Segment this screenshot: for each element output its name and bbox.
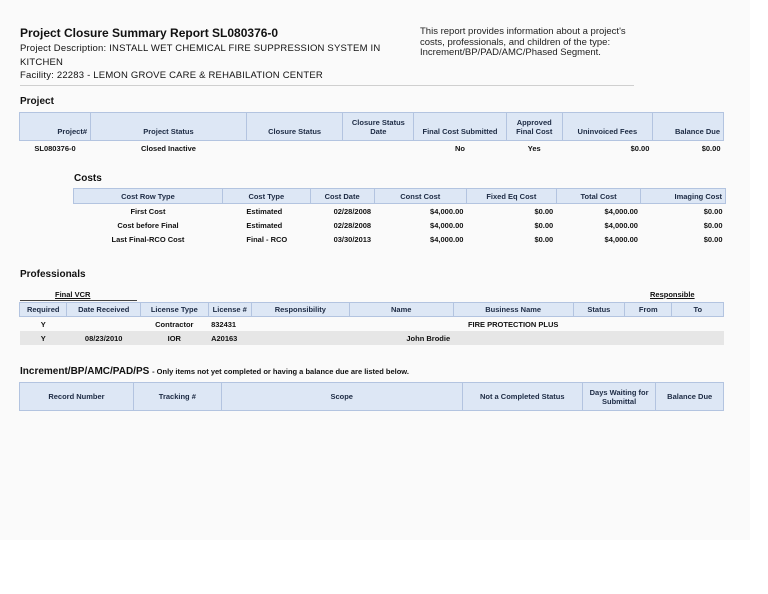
- cost-type-cell: Estimated: [246, 206, 283, 216]
- col-total-cost: Total Cost: [556, 189, 641, 204]
- project-row: [20, 141, 724, 156]
- increment-table: [19, 382, 724, 411]
- cost-row: [74, 204, 726, 219]
- license-type-cell: IOR: [141, 331, 209, 345]
- col-uninvoiced-fees: Uninvoiced Fees: [562, 113, 652, 141]
- fixed-eq-cost-cell: $0.00: [534, 234, 554, 244]
- col-scope: Scope: [221, 383, 462, 411]
- col-approved-final-cost: Approved Final Cost: [506, 113, 562, 141]
- project-description: Project Description: INSTALL WET CHEMICAL FIRE SUPPRESSION SYSTEM IN KITCHEN: [20, 43, 381, 68]
- cost-row-type-cell: Cost before Final: [117, 220, 179, 230]
- required-cell: Y: [40, 319, 46, 329]
- date-received-cell: [67, 317, 141, 332]
- total-cost-cell: $4,000.00: [604, 220, 638, 230]
- professional-row: [20, 317, 724, 332]
- fixed-eq-cost-cell: $0.00: [534, 220, 554, 230]
- col-tracking-number: Tracking #: [133, 383, 221, 411]
- name-cell: John Brodie: [349, 331, 453, 345]
- imaging-cost-cell: $0.00: [703, 220, 723, 230]
- license-number-cell: 832431: [211, 319, 237, 329]
- col-date-received: Date Received: [67, 303, 141, 317]
- to-cell: [672, 317, 724, 332]
- imaging-cost-cell: $0.00: [703, 234, 723, 244]
- facility-line: Facility: 22283 - LEMON GROVE CARE & REHABILATION CENTER: [20, 70, 323, 81]
- col-cost-type: Cost Type: [222, 189, 310, 204]
- col-license-number: License #: [208, 303, 251, 317]
- status-cell: [573, 331, 624, 345]
- col-cost-date: Cost Date: [310, 189, 374, 204]
- status-cell: [573, 317, 624, 332]
- final-vcr-underline: [20, 300, 137, 301]
- responsibility-cell: [251, 317, 349, 332]
- col-closure-status: Closure Status: [246, 113, 342, 141]
- col-days-waiting: Days Waiting for Submittal: [582, 383, 656, 411]
- col-project-status: Project Status: [91, 113, 247, 141]
- project-section-heading: Project: [20, 96, 54, 107]
- project-header-row: [20, 113, 724, 141]
- col-cost-row-type: Cost Row Type: [74, 189, 223, 204]
- increment-heading-text: Increment/BP/AMC/PAD/PS: [20, 366, 150, 377]
- closure-status-cell: [246, 141, 342, 156]
- cost-date-cell: 03/30/2013: [333, 234, 372, 244]
- header-divider: [20, 85, 634, 86]
- col-name: Name: [349, 303, 453, 317]
- col-closure-status-date: Closure Status Date: [343, 113, 414, 141]
- fixed-eq-cost-cell: $0.00: [534, 206, 554, 216]
- final-cost-submitted-cell: No: [454, 143, 465, 153]
- total-cost-cell: $4,000.00: [604, 234, 638, 244]
- col-imaging-cost: Imaging Cost: [641, 189, 726, 204]
- costs-header-row: [74, 189, 726, 204]
- const-cost-cell: $4,000.00: [430, 206, 464, 216]
- col-project-number: Project#: [20, 113, 91, 141]
- col-not-completed-status: Not a Completed Status: [462, 383, 582, 411]
- cost-date-cell: 02/28/2008: [333, 206, 372, 216]
- business-name-cell: FIRE PROTECTION PLUS: [467, 319, 559, 329]
- col-business-name: Business Name: [453, 303, 573, 317]
- responsible-group-label: Responsible: [650, 290, 695, 299]
- professionals-table: [19, 302, 724, 345]
- project-table: [19, 112, 724, 155]
- col-const-cost: Const Cost: [374, 189, 466, 204]
- col-final-cost-submitted: Final Cost Submitted: [414, 113, 506, 141]
- col-balance-due: Balance Due: [652, 113, 723, 141]
- const-cost-cell: $4,000.00: [430, 234, 464, 244]
- business-name-cell: [453, 331, 573, 345]
- imaging-cost-cell: $0.00: [703, 206, 723, 216]
- project-number-cell: SL080376-0: [34, 143, 76, 153]
- responsibility-cell: [251, 331, 349, 345]
- increment-section-heading: [20, 366, 409, 377]
- approved-final-cost-cell: Yes: [527, 143, 541, 153]
- date-received-cell: 08/23/2010: [67, 331, 141, 345]
- total-cost-cell: $4,000.00: [604, 206, 638, 216]
- report-intro: This report provides information about a project's costs, professionals, and children of the type: Increment/BP/PAD/AMC/Phased Segment.: [420, 26, 626, 58]
- col-from: From: [625, 303, 672, 317]
- col-increment-balance-due: Balance Due: [656, 383, 724, 411]
- cost-date-cell: 02/28/2008: [333, 220, 372, 230]
- from-cell: [625, 317, 672, 332]
- final-vcr-group-label: Final VCR: [55, 290, 91, 299]
- col-status: Status: [573, 303, 624, 317]
- license-number-cell: A20163: [208, 331, 251, 345]
- col-required: Required: [20, 303, 67, 317]
- const-cost-cell: $4,000.00: [430, 220, 464, 230]
- report-title: Project Closure Summary Report SL080376-0: [20, 26, 279, 40]
- balance-due-cell: $0.00: [701, 143, 721, 153]
- cost-type-cell: Estimated: [246, 220, 283, 230]
- col-responsibility: Responsibility: [251, 303, 349, 317]
- cost-row-type-cell: Last Final-RCO Cost: [111, 234, 185, 244]
- closure-status-date-cell: [343, 141, 414, 156]
- increment-header-row: [20, 383, 724, 411]
- cost-row: [74, 232, 726, 246]
- cost-type-cell: Final - RCO: [246, 234, 288, 244]
- costs-section-heading: Costs: [74, 173, 102, 184]
- cost-row: [74, 218, 726, 232]
- col-fixed-eq-cost: Fixed Eq Cost: [466, 189, 556, 204]
- increment-note: - Only items not yet completed or having a balance due are listed below.: [152, 367, 409, 376]
- license-type-cell: Contractor: [155, 319, 194, 329]
- uninvoiced-fees-cell: $0.00: [630, 143, 650, 153]
- from-cell: [625, 331, 672, 345]
- cost-row-type-cell: First Cost: [130, 206, 166, 216]
- professionals-section-heading: Professionals: [20, 269, 86, 280]
- col-record-number: Record Number: [20, 383, 134, 411]
- name-cell: [349, 317, 453, 332]
- professionals-header-row: [20, 303, 724, 317]
- required-cell: Y: [20, 331, 67, 345]
- col-license-type: License Type: [141, 303, 209, 317]
- project-status-cell: Closed Inactive: [140, 143, 196, 153]
- costs-table: [73, 188, 726, 246]
- professional-row: [20, 331, 724, 345]
- col-to: To: [672, 303, 724, 317]
- to-cell: [672, 331, 724, 345]
